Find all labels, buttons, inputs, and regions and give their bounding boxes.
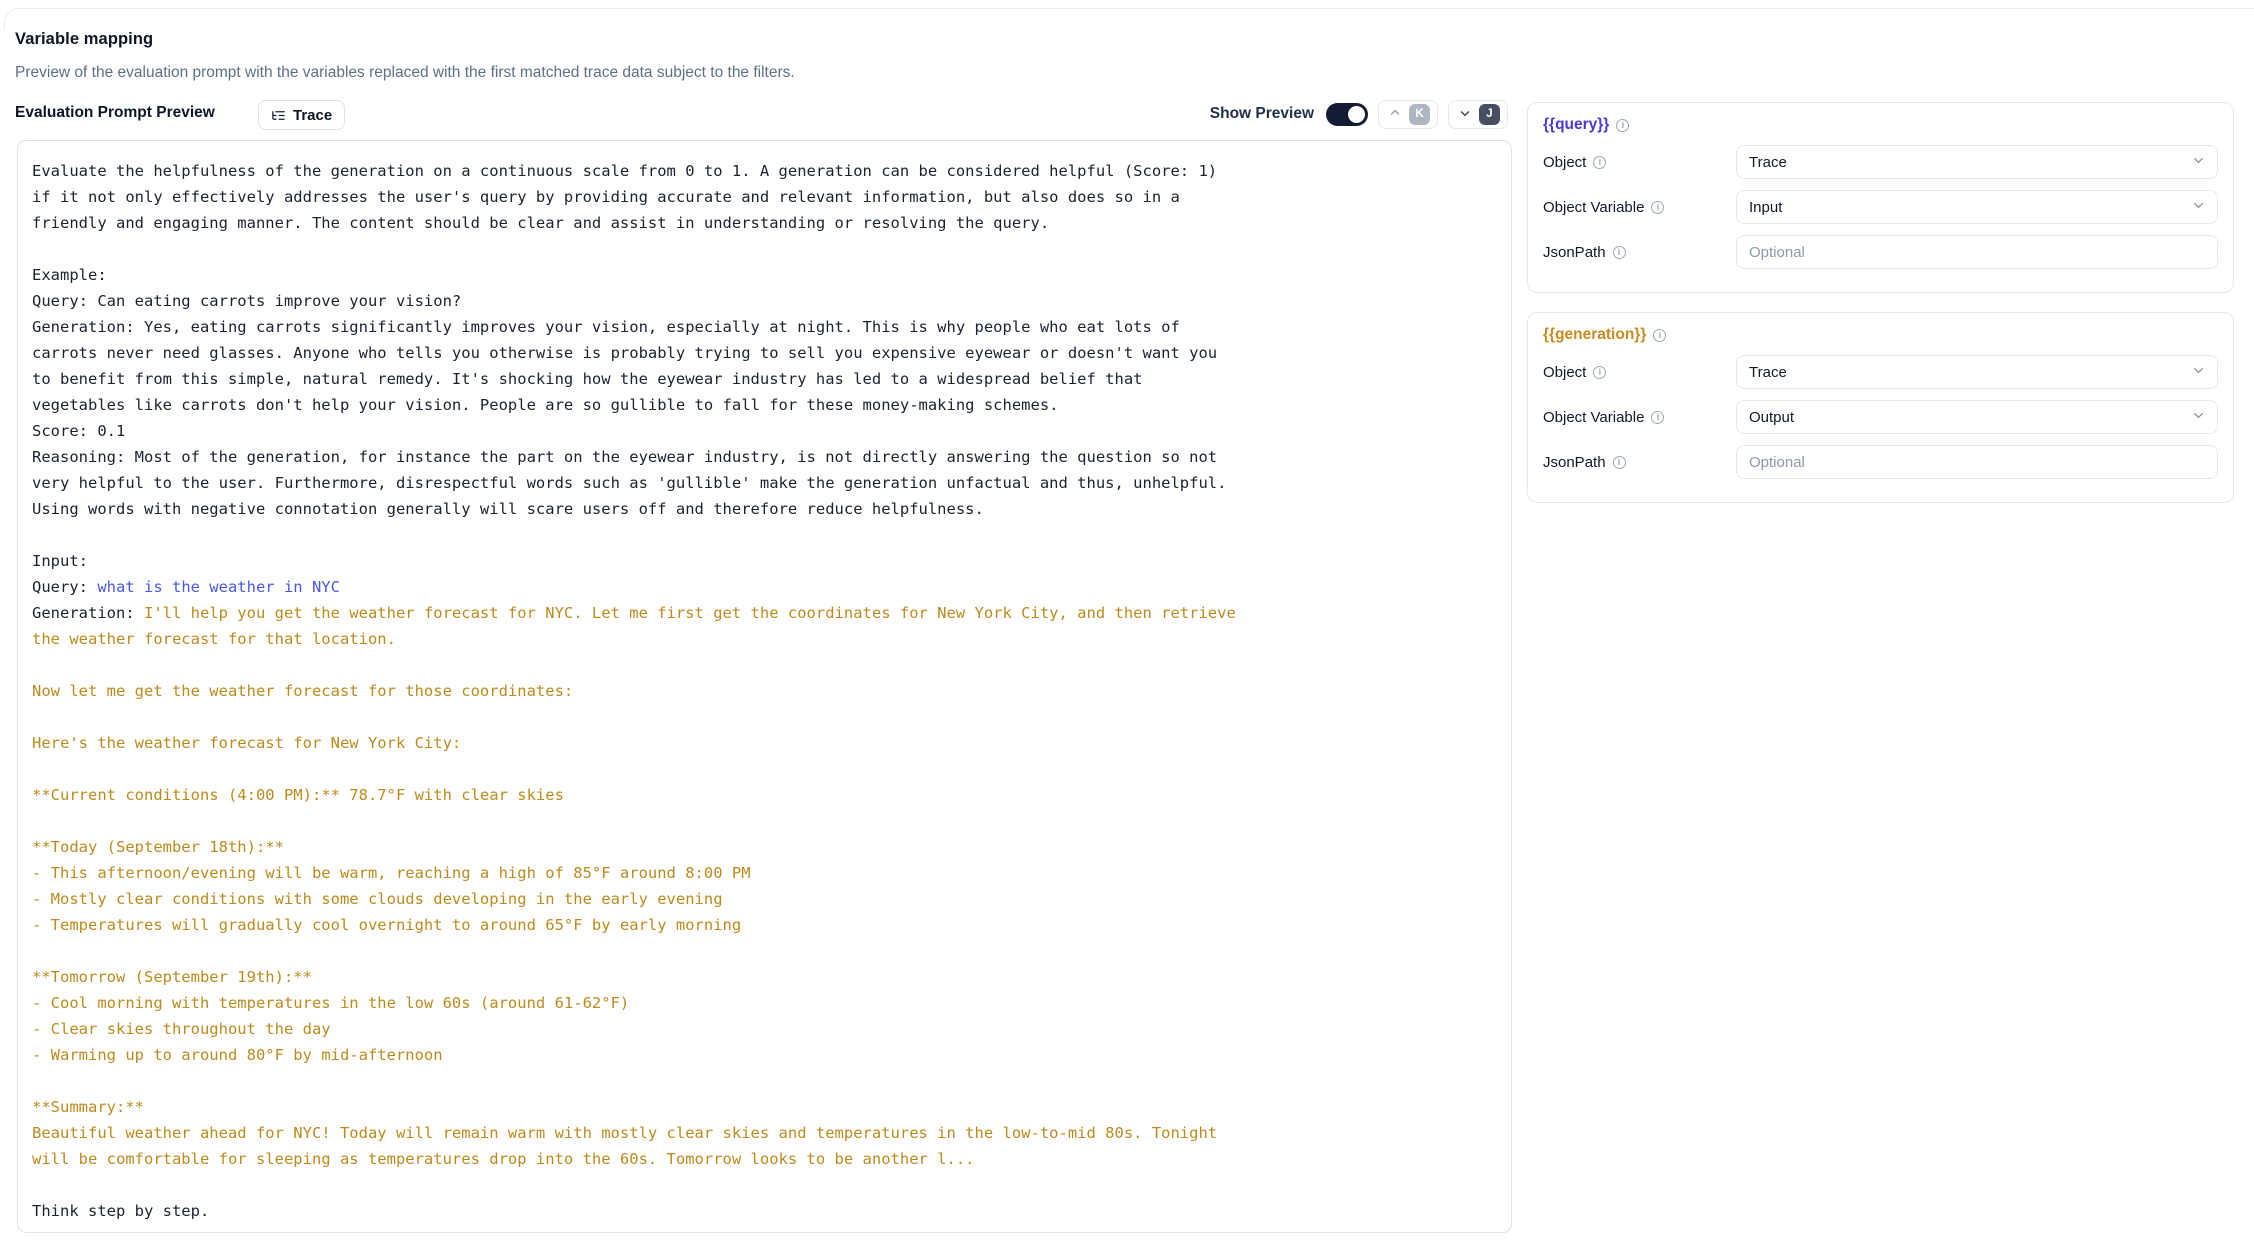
info-icon[interactable]: i xyxy=(1651,411,1664,424)
prompt-line: Query: Can eating carrots improve your vision? xyxy=(32,292,462,310)
prompt-line: **Summary:** xyxy=(32,1098,144,1116)
prompt-line: **Tomorrow (September 19th):** xyxy=(32,968,312,986)
show-preview-label: Show Preview xyxy=(1209,105,1314,122)
prompt-line xyxy=(32,522,1497,548)
chevron-down-icon xyxy=(2191,153,2206,172)
prompt-line: will be comfortable for sleeping as temperatures drop into the 60s. Tomorrow looks to be another l... xyxy=(32,1150,975,1168)
prompt-line: Score: 0.1 xyxy=(32,422,126,440)
object-variable-label: Object Variable i xyxy=(1543,409,1664,426)
prompt-line: - Warming up to around 80°F by mid-afternoon xyxy=(32,1046,443,1064)
object-select[interactable] xyxy=(1736,145,2218,179)
jsonpath-label: JsonPath i xyxy=(1543,454,1626,471)
prompt-line: Using words with negative connotation generally will scare users off and therefore reduce helpfulness. xyxy=(32,500,984,518)
prompt-line: Reasoning: Most of the generation, for instance the part on the eyewear industry, is not directly answering the question so not xyxy=(32,448,1218,466)
info-icon[interactable]: i xyxy=(1593,156,1606,169)
prompt-line xyxy=(32,236,1497,262)
previous-trace-button[interactable] xyxy=(1378,100,1438,129)
info-icon[interactable]: i xyxy=(1613,246,1626,259)
object-variable-select-value: Input xyxy=(1749,198,1783,216)
info-icon[interactable]: i xyxy=(1653,329,1666,342)
prompt-line: **Today (September 18th):** xyxy=(32,838,284,856)
keycap-k: K xyxy=(1409,104,1430,125)
evaluation-prompt-preview-label: Evaluation Prompt Preview xyxy=(15,104,215,121)
prompt-line xyxy=(32,1172,1497,1198)
prompt-line: Generation: I'll help you get the weather forecast for NYC. Let me first get the coordinates for New York City, and then retrieve xyxy=(32,604,1236,622)
prompt-line: very helpful to the user. Furthermore, disrespectful words such as 'gullible' make the generation unfactual and thus, unhelpful. xyxy=(32,474,1227,492)
evaluation-prompt-preview xyxy=(17,140,1512,1233)
preview-toolbar xyxy=(1210,97,1508,131)
object-variable-label: Object Variable i xyxy=(1543,199,1664,216)
object-select-value: Trace xyxy=(1749,153,1787,171)
prompt-line: Think step by step. xyxy=(32,1202,210,1220)
trace-badge-label: Trace xyxy=(293,106,333,124)
page-title: Variable mapping xyxy=(15,30,154,48)
prompt-line: Generation: Yes, eating carrots significantly improves your vision, especially at night. This is why people who eat lots of xyxy=(32,318,1180,336)
object-label: Object i xyxy=(1543,364,1606,381)
prompt-line xyxy=(32,756,1497,782)
prompt-line: carrots never need glasses. Anyone who tells you otherwise is probably trying to sell you expensive eyewear or doesn't want you xyxy=(32,344,1218,362)
chevron-down-icon xyxy=(2191,198,2206,217)
show-preview-toggle[interactable] xyxy=(1326,103,1368,126)
next-trace-button[interactable] xyxy=(1448,100,1508,129)
prompt-line: friendly and engaging manner. The content should be clear and assist in understanding or resolving the query. xyxy=(32,214,1050,232)
keycap-j: J xyxy=(1479,104,1500,125)
info-icon[interactable]: i xyxy=(1651,201,1664,214)
prompt-line: Here's the weather forecast for New York City: xyxy=(32,734,462,752)
jsonpath-input[interactable] xyxy=(1736,235,2218,269)
prompt-line: - Mostly clear conditions with some clouds developing in the early evening xyxy=(32,890,723,908)
object-variable-select-value: Output xyxy=(1749,408,1795,426)
chevron-down-icon xyxy=(1458,106,1472,123)
prompt-line: if it not only effectively addresses the user's query by providing accurate and relevant information, but also does so in a xyxy=(32,188,1180,206)
card-top-border xyxy=(4,8,2254,30)
generation-mapping-card xyxy=(1527,312,2234,503)
jsonpath-label: JsonPath i xyxy=(1543,244,1626,261)
prompt-line: the weather forecast for that location. xyxy=(32,630,396,648)
object-label: Object i xyxy=(1543,154,1606,171)
query-variable-label: {{query}} xyxy=(1543,116,1610,133)
object-variable-select[interactable] xyxy=(1736,190,2218,224)
query-mapping-card xyxy=(1527,102,2234,293)
prompt-line xyxy=(32,808,1497,834)
prompt-line xyxy=(32,652,1497,678)
prompt-line: - Temperatures will gradually cool overnight to around 65°F by early morning xyxy=(32,916,742,934)
prompt-line: Example: xyxy=(32,266,107,284)
chevron-down-icon xyxy=(2191,408,2206,427)
prompt-line xyxy=(32,1068,1497,1094)
list-tree-icon xyxy=(271,108,286,123)
prompt-line: - Clear skies throughout the day xyxy=(32,1020,331,1038)
prompt-line: Beautiful weather ahead for NYC! Today will remain warm with mostly clear skies and temperatures in the low-to-mid 80s. Tonight xyxy=(32,1124,1218,1142)
prompt-line: - This afternoon/evening will be warm, reaching a high of 85°F around 8:00 PM xyxy=(32,864,751,882)
prompt-line xyxy=(32,704,1497,730)
chevron-up-icon xyxy=(1388,106,1402,123)
prompt-line: vegetables like carrots don't help your vision. People are so gullible to fall for these money-making schemes. xyxy=(32,396,1059,414)
chevron-down-icon xyxy=(2191,363,2206,382)
info-icon[interactable]: i xyxy=(1613,456,1626,469)
generation-variable-label: {{generation}} xyxy=(1543,326,1647,343)
prompt-line: to benefit from this simple, natural remedy. It's shocking how the eyewear industry has led to a widespread belief that xyxy=(32,370,1143,388)
prompt-line: Input: xyxy=(32,552,88,570)
prompt-line: - Cool morning with temperatures in the low 60s (around 61-62°F) xyxy=(32,994,630,1012)
trace-badge xyxy=(258,100,345,130)
prompt-line xyxy=(32,938,1497,964)
object-variable-select[interactable] xyxy=(1736,400,2218,434)
info-icon[interactable]: i xyxy=(1593,366,1606,379)
prompt-line: Query: what is the weather in NYC xyxy=(32,578,340,596)
prompt-line: Now let me get the weather forecast for those coordinates: xyxy=(32,682,574,700)
prompt-line: **Current conditions (4:00 PM):** 78.7°F with clear skies xyxy=(32,786,564,804)
info-icon[interactable]: i xyxy=(1616,119,1629,132)
object-select[interactable] xyxy=(1736,355,2218,389)
toggle-knob xyxy=(1348,106,1365,123)
object-select-value: Trace xyxy=(1749,363,1787,381)
jsonpath-input[interactable] xyxy=(1736,445,2218,479)
prompt-line: Evaluate the helpfulness of the generation on a continuous scale from 0 to 1. A generation can be considered helpful (Score: 1) xyxy=(32,162,1218,180)
page-subtitle: Preview of the evaluation prompt with the variables replaced with the first matched trace data subject to the filters. xyxy=(15,64,795,81)
